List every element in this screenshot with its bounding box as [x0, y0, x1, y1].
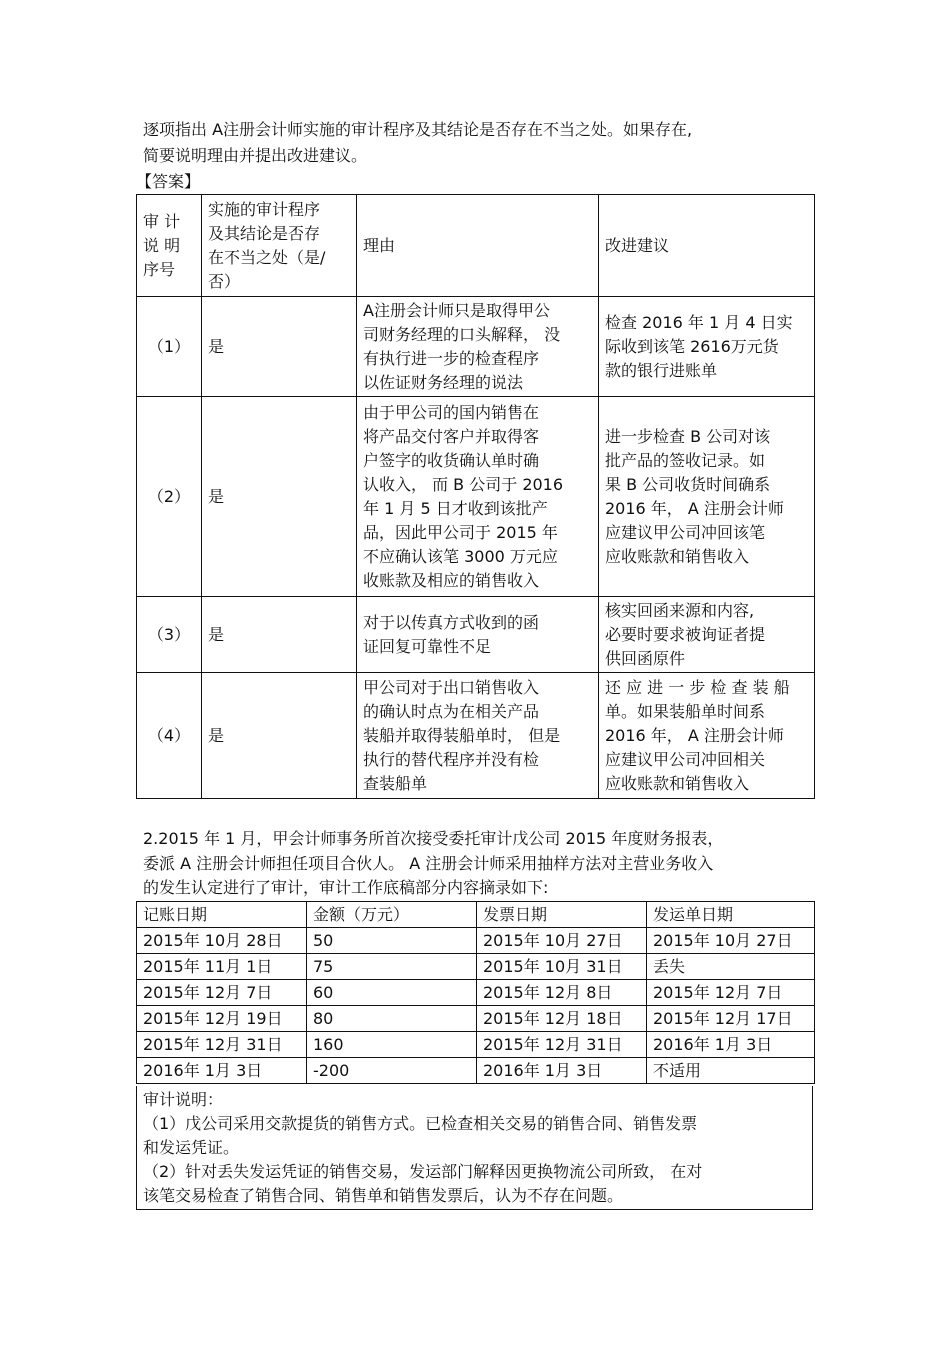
- table-row: [137, 1032, 815, 1058]
- ledger-table: [136, 901, 815, 1084]
- table-row: [137, 980, 815, 1006]
- cell-shipping-date: 2015年 10月 27日: [647, 928, 815, 954]
- row-serial: （4）: [137, 673, 202, 799]
- cell-amount: 50: [307, 928, 477, 954]
- question2-line-2: 委派 A 注册会计师担任项目合伙人。 A 注册会计师采用抽样方法对主营业务收入: [143, 854, 714, 873]
- suggestion-line: 必要时要求被询证者提: [605, 624, 766, 644]
- row-reason: [357, 297, 599, 397]
- suggestion-line: 检查 2016 年 1 月 4 日实: [605, 312, 793, 332]
- header-reason: 理由: [357, 195, 599, 297]
- row-suggestion: [599, 397, 815, 597]
- cell-shipping-date: 2016年 1月 3日: [647, 1032, 815, 1058]
- reason-line: 有执行进一步的检查程序: [363, 348, 540, 368]
- audit-note-line: 和发运凭证。: [143, 1138, 240, 1157]
- row-serial: （3）: [137, 597, 202, 673]
- header-improper-line: 实施的审计程序: [208, 199, 321, 219]
- reason-line: 查装船单: [363, 773, 428, 793]
- cell-posting-date: 2015年 11月 1日: [137, 954, 307, 980]
- suggestion-line: 2016 年， A 注册会计师: [605, 498, 784, 518]
- suggestion-line: 供回函原件: [605, 648, 686, 668]
- suggestion-line: 单。如果装船单时间系: [605, 701, 766, 721]
- suggestion-line: 批产品的签收记录。如: [605, 450, 766, 470]
- row-reason: [357, 397, 599, 597]
- suggestion-line: 际收到该笔 2616万元货: [605, 336, 779, 356]
- header-posting-date: 记账日期: [137, 902, 307, 928]
- suggestion-line: 应建议甲公司冲回该笔: [605, 522, 766, 542]
- suggestion-line: 应建议甲公司冲回相关: [605, 749, 766, 769]
- reason-line: 收账款及相应的销售收入: [363, 570, 540, 590]
- table-row: [137, 954, 815, 980]
- audit-notes: [136, 1086, 813, 1210]
- reason-line: 将产品交付客户并取得客: [363, 426, 540, 446]
- row-suggestion: [599, 597, 815, 673]
- row-reason: [357, 597, 599, 673]
- row-yes-no: 是: [202, 597, 357, 673]
- suggestion-line: 还 应 进 一 步 检 查 装 船: [605, 677, 790, 697]
- reason-line: 证回复可靠性不足: [363, 636, 492, 656]
- cell-posting-date: 2015年 10月 28日: [137, 928, 307, 954]
- row-serial: （2）: [137, 397, 202, 597]
- cell-posting-date: 2015年 12月 31日: [137, 1032, 307, 1058]
- header-serial-line: 序号: [143, 259, 176, 279]
- audit-note-line: 该笔交易检查了销售合同、销售单和销售发票后，认为不存在问题。: [143, 1186, 624, 1205]
- reason-line: 以佐证财务经理的说法: [363, 372, 524, 392]
- header-invoice-date: 发票日期: [477, 902, 647, 928]
- audit-notes-title: 审计说明：: [143, 1090, 224, 1109]
- suggestion-line: 应收账款和销售收入: [605, 546, 750, 566]
- table-row: [137, 1006, 815, 1032]
- header-shipping-date: 发运单日期: [647, 902, 815, 928]
- suggestion-line: 果 B 公司收货时间确系: [605, 474, 771, 494]
- ledger-table-header: [137, 902, 815, 928]
- row-serial: （1）: [137, 297, 202, 397]
- row-suggestion: [599, 673, 815, 799]
- row-yes-no: 是: [202, 673, 357, 799]
- cell-invoice-date: 2015年 10月 27日: [477, 928, 647, 954]
- reason-line: 年 1 月 5 日才收到该批产: [363, 498, 548, 518]
- answer-label: 【答案】: [136, 172, 201, 191]
- table-row: [137, 928, 815, 954]
- cell-shipping-date: 丢失: [647, 954, 815, 980]
- header-suggestion: 改进建议: [599, 195, 815, 297]
- row-yes-no: 是: [202, 297, 357, 397]
- header-serial-line: 审 计: [143, 211, 181, 231]
- cell-shipping-date: 不适用: [647, 1058, 815, 1084]
- audit-note-line: （1）戊公司采用交款提货的销售方式。已检查相关交易的销售合同、销售发票: [143, 1114, 698, 1133]
- reason-line: 不应确认该笔 3000 万元应: [363, 546, 558, 566]
- reason-line: 甲公司对于出口销售收入: [363, 677, 540, 697]
- header-serial-line: 说 明: [143, 235, 181, 255]
- table-row: [137, 397, 815, 597]
- reason-line: 由于甲公司的国内销售在: [363, 402, 540, 422]
- cell-invoice-date: 2015年 12月 18日: [477, 1006, 647, 1032]
- reason-line: 认收入， 而 B 公司于 2016: [363, 474, 564, 494]
- header-improper-line: 在不当之处（是/: [208, 247, 326, 267]
- reason-line: 装船并取得装船单时， 但是: [363, 725, 561, 745]
- answer-table: [136, 194, 815, 799]
- cell-posting-date: 2016年 1月 3日: [137, 1058, 307, 1084]
- table-row: [137, 1058, 815, 1084]
- reason-line: 的确认时点为在相关产品: [363, 701, 540, 721]
- row-reason: [357, 673, 599, 799]
- suggestion-line: 进一步检查 B 公司对该: [605, 426, 771, 446]
- intro-line-1: 逐项指出 A注册会计师实施的审计程序及其结论是否存在不当之处。如果存在,: [143, 120, 693, 139]
- cell-invoice-date: 2016年 1月 3日: [477, 1058, 647, 1084]
- row-suggestion: [599, 297, 815, 397]
- suggestion-line: 应收账款和销售收入: [605, 773, 750, 793]
- question2-line-3: 的发生认定进行了审计，审计工作底稿部分内容摘录如下:: [143, 878, 549, 897]
- table-row: [137, 297, 815, 397]
- table-row: [137, 597, 815, 673]
- cell-shipping-date: 2015年 12月 17日: [647, 1006, 815, 1032]
- cell-posting-date: 2015年 12月 7日: [137, 980, 307, 1006]
- header-improper-line: 否）: [208, 271, 241, 291]
- reason-line: 执行的替代程序并没有检: [363, 749, 540, 769]
- cell-shipping-date: 2015年 12月 7日: [647, 980, 815, 1006]
- suggestion-line: 2016 年， A 注册会计师: [605, 725, 784, 745]
- cell-invoice-date: 2015年 10月 31日: [477, 954, 647, 980]
- row-yes-no: 是: [202, 397, 357, 597]
- question2-line-1: 2.2015 年 1 月，甲会计师事务所首次接受委托审计戊公司 2015 年度财务报表，: [143, 829, 724, 848]
- reason-line: 户签字的收货确认单时确: [363, 450, 540, 470]
- reason-line: 司财务经理的口头解释， 没: [363, 324, 561, 344]
- cell-amount: 60: [307, 980, 477, 1006]
- audit-note-line: （2）针对丢失发运凭证的销售交易，发运部门解释因更换物流公司所致， 在对: [143, 1162, 703, 1181]
- cell-amount: 80: [307, 1006, 477, 1032]
- cell-amount: -200: [307, 1058, 477, 1084]
- suggestion-line: 款的银行进账单: [605, 360, 718, 380]
- suggestion-line: 核实回函来源和内容,: [605, 600, 755, 620]
- header-improper-line: 及其结论是否存: [208, 223, 321, 243]
- intro-line-2: 简要说明理由并提出改进建议。: [143, 146, 368, 165]
- cell-amount: 160: [307, 1032, 477, 1058]
- reason-line: 品，因此甲公司于 2015 年: [363, 522, 558, 542]
- cell-posting-date: 2015年 12月 19日: [137, 1006, 307, 1032]
- cell-invoice-date: 2015年 12月 31日: [477, 1032, 647, 1058]
- table-row: [137, 673, 815, 799]
- header-improper: [202, 195, 357, 297]
- reason-line: 对于以传真方式收到的函: [363, 612, 540, 632]
- cell-amount: 75: [307, 954, 477, 980]
- answer-table-header: [137, 195, 815, 297]
- reason-line: A注册会计师只是取得甲公: [363, 300, 550, 320]
- header-serial: [137, 195, 202, 297]
- header-amount: 金额（万元）: [307, 902, 477, 928]
- cell-invoice-date: 2015年 12月 8日: [477, 980, 647, 1006]
